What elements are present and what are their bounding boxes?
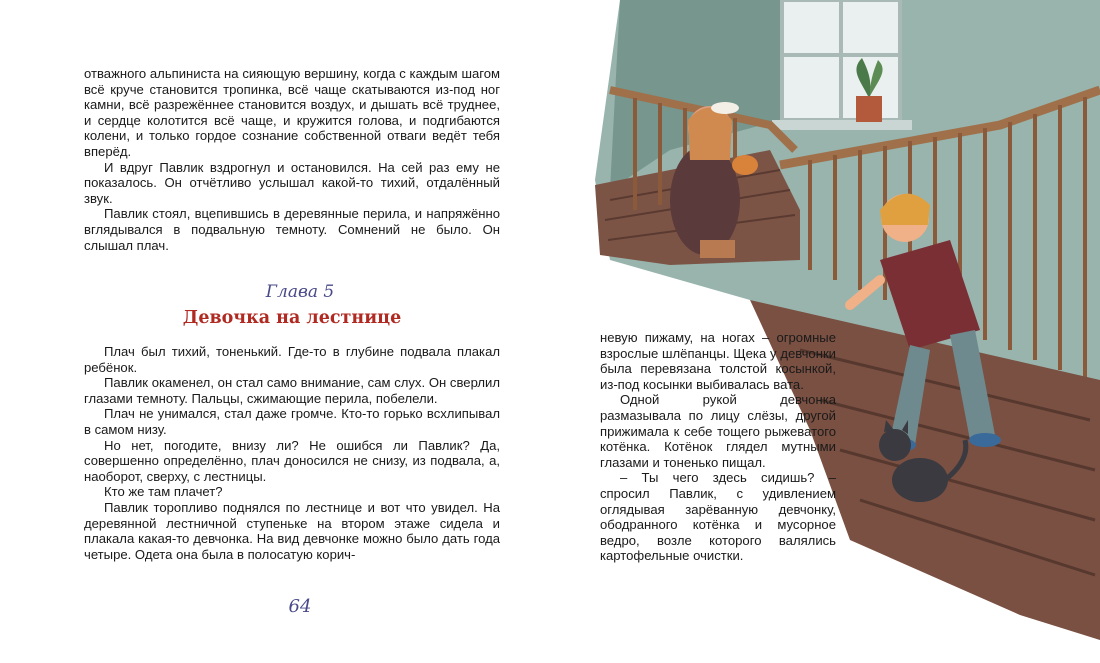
paragraph: И вдруг Павлик вздрогнул и остановился. На сей раз ему не показалось. Он отчётливо услышал какой-то тихий, отдалённый звук. bbox=[84, 159, 500, 206]
paragraph: Павлик торопливо поднялся по лестнице и вот что увидел. На деревянной лестничной ступеньке на втором этаже сидела и плакала какая-то девчонка. На вид девчонке можно было дать года четыре. Одета она была в полосатую корич- bbox=[84, 499, 500, 562]
paragraph: Одной рукой девчонка размазывала по лицу слёзы, другой прижимала к себе тощего рыжеватого котёнка. Котёнок глядел мутными глазами и тоненько пищал. bbox=[600, 392, 836, 470]
paragraph: Плач не унимался, стал даже громче. Кто-то горько всхлипывал в самом низу. bbox=[84, 406, 500, 437]
paragraph: Но нет, погодите, внизу ли? Не ошибся ли Павлик? Да, совершенно определённо, плач доносился не снизу, из подвала, а, наоборот, сверху, с лестницы. bbox=[84, 437, 500, 484]
paragraph: – Ты чего здесь сидишь? – спросил Павлик, с удивлением оглядывая зарёванную девчонку, ободранного котёнка и мусорное ведро, возле которого валялись картофельные очистки. bbox=[600, 470, 836, 564]
paragraph: Плач был тихий, тоненький. Где-то в глубине подвала плакал ребёнок. bbox=[84, 344, 500, 375]
top-text-block bbox=[84, 66, 500, 253]
chapter-text-block bbox=[84, 344, 500, 562]
page-number: 64 bbox=[288, 596, 312, 617]
paragraph: Павлик окаменел, он стал само внимание, сам слух. Он сверлил глазами темноту. Пальцы, сжимающие перила, побелели. bbox=[84, 375, 500, 406]
chapter-title: Девочка на лестнице bbox=[182, 308, 402, 328]
right-page bbox=[550, 0, 1100, 663]
chapter-number: Глава 5 bbox=[265, 282, 335, 302]
paragraph: отважного альпиниста на сияющую вершину, когда с каждым шагом всё круче становится тропинка, всё чаще скатываются из-под ног камни, всё разрежённее становится воздух, и дышать всё труднее, и сердце колотится всё чаще, и кружится голова, и подгибаются колени, и только гордое сознание собственной отваги ведёт тебя вперёд. bbox=[84, 66, 500, 159]
right-text-block bbox=[600, 330, 836, 564]
paragraph: Павлик стоял, вцепившись в деревянные перила, и напряжённо вглядывался в подвальную темноту. Сомнений не было. Он слышал плач. bbox=[84, 206, 500, 253]
paragraph: невую пижаму, на ногах – огромные взрослые шлёпанцы. Щека у девчонки была перевязана толстой косынкой, из-под косынки выбивалась вата. bbox=[600, 330, 836, 392]
paragraph: Кто же там плачет? bbox=[104, 484, 223, 500]
